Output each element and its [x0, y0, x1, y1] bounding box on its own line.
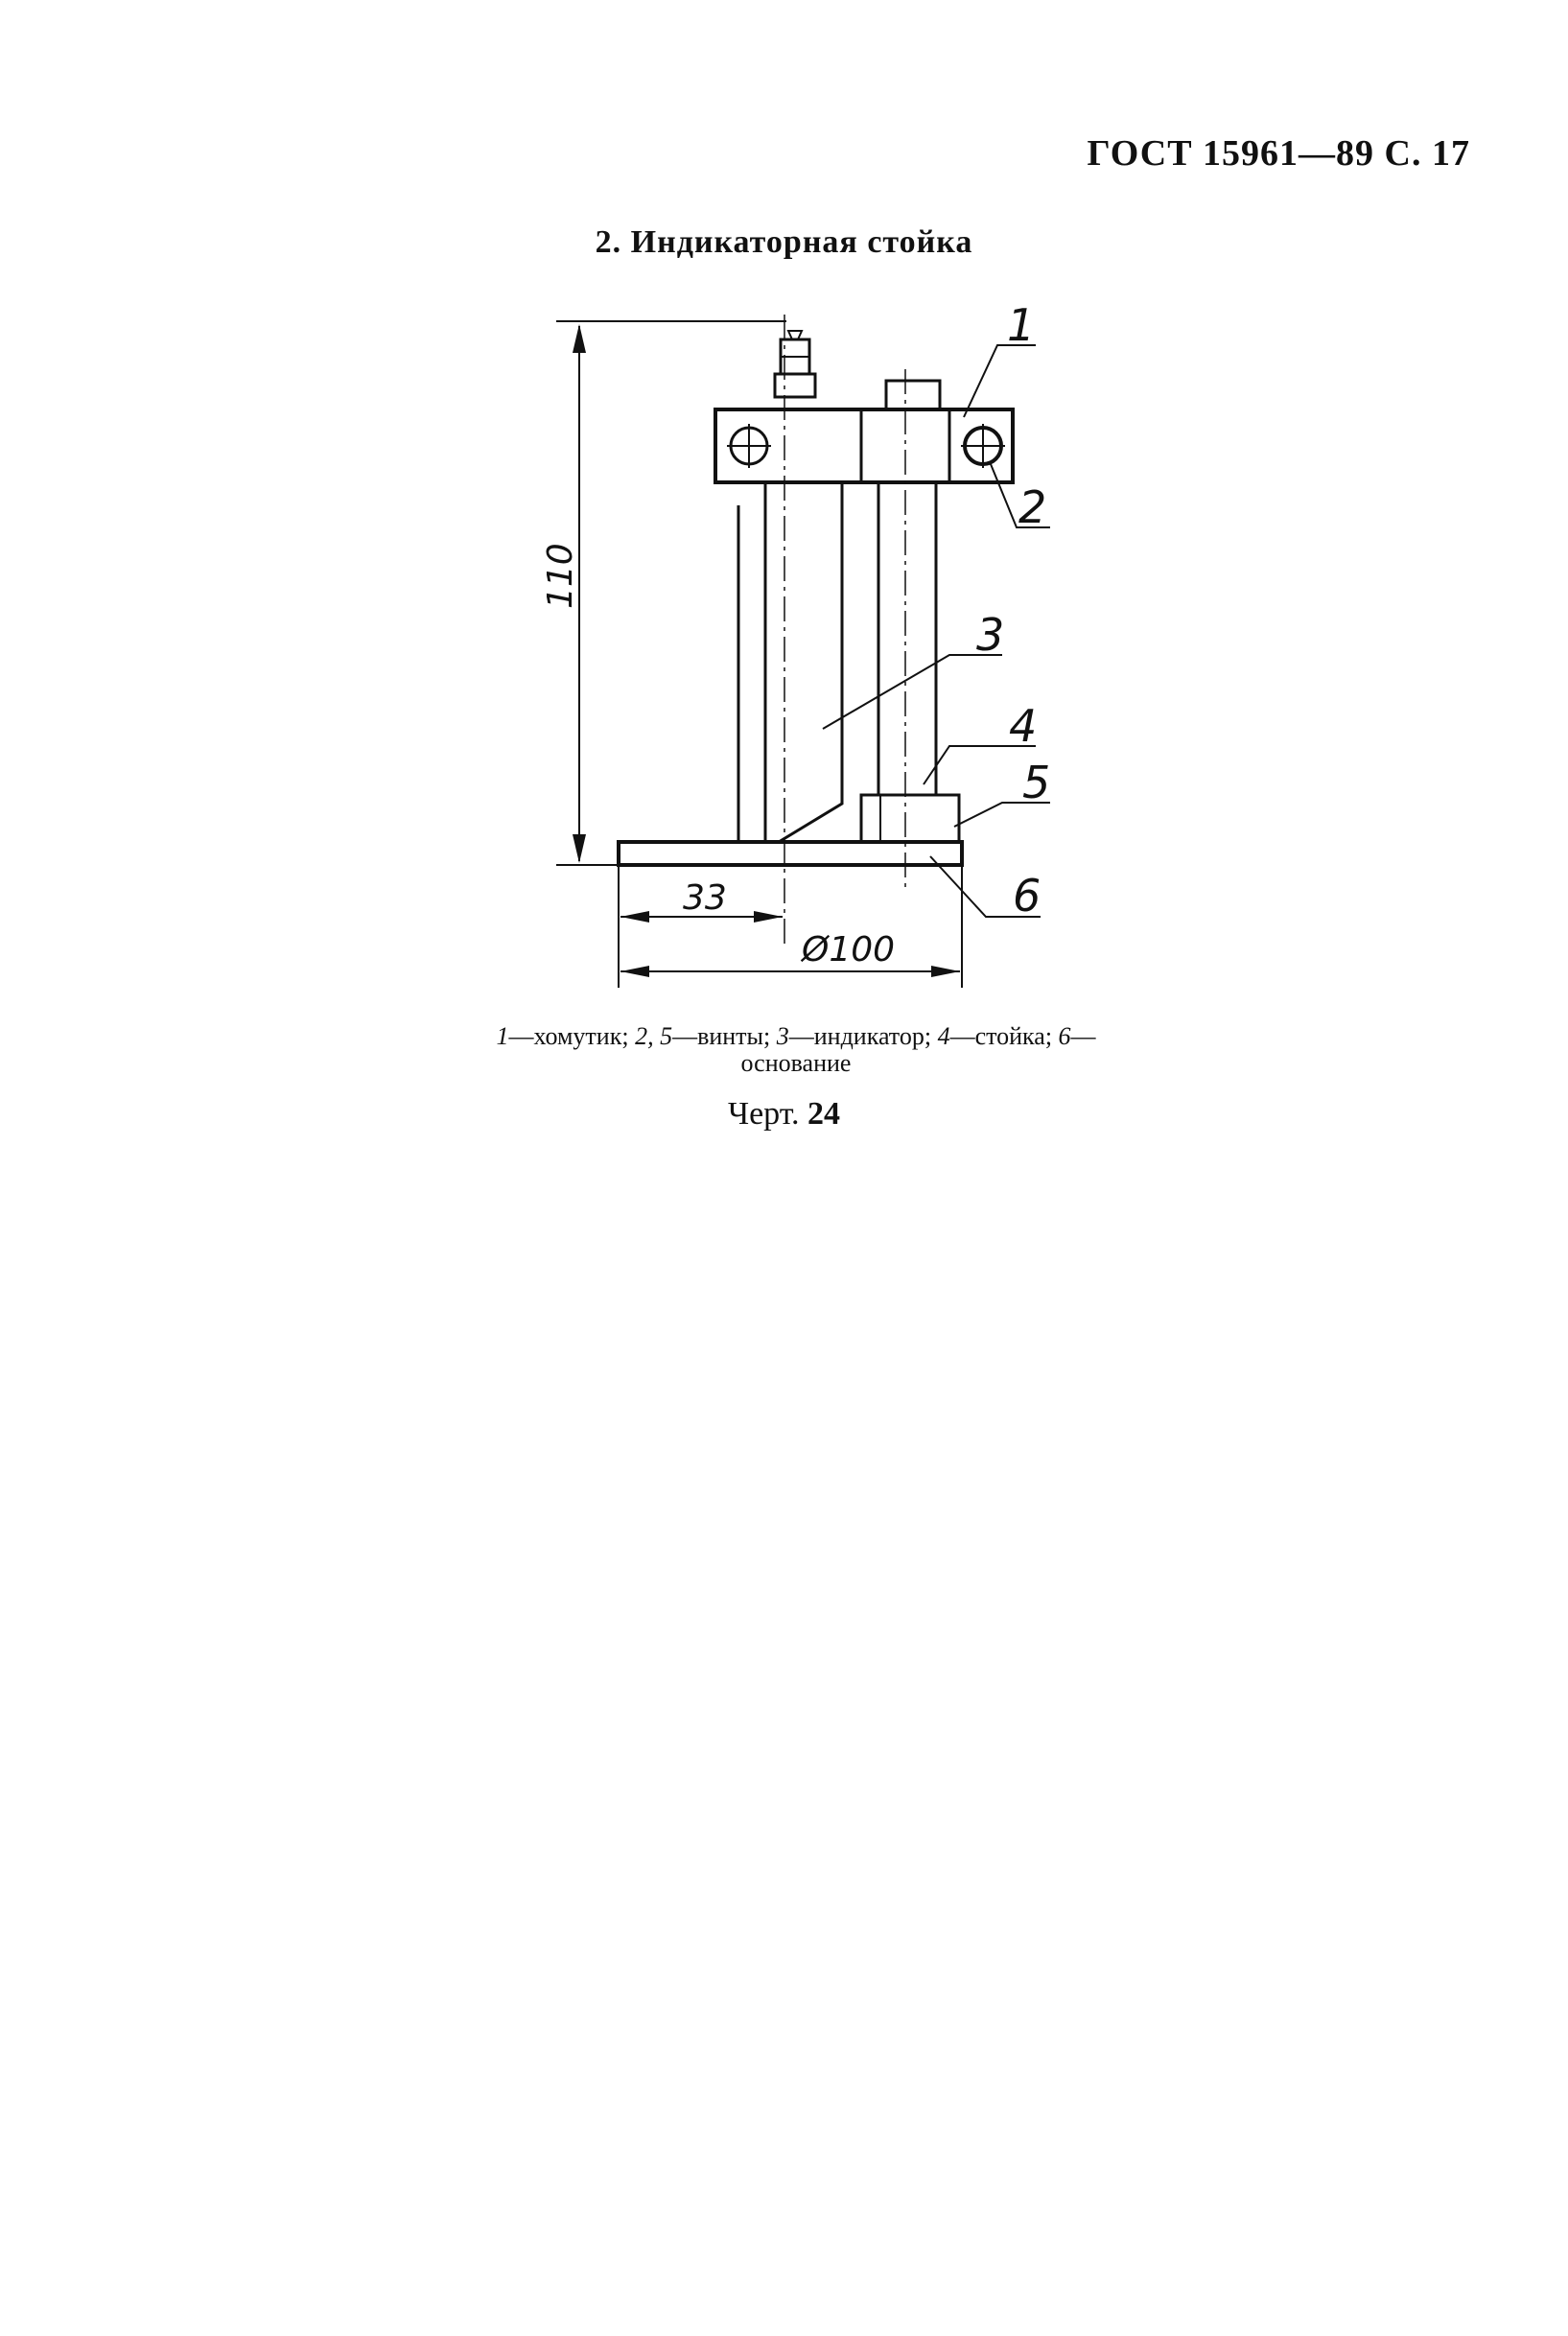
callout-1: 1: [1007, 299, 1036, 351]
callout-6: 6: [1013, 870, 1041, 922]
section-title: 2. Индикаторная стойка: [595, 224, 973, 260]
arrow-up: [573, 324, 586, 353]
dim-height-text: 110: [541, 543, 580, 609]
drawing-legend: [364, 1023, 1228, 1077]
stand-post: [878, 482, 936, 795]
dim-100-arrow-right: [931, 966, 960, 977]
legend-6-num: 6: [1058, 1022, 1071, 1050]
legend-3-text: —индикатор;: [788, 1022, 932, 1050]
figure-label: Черт.: [727, 1096, 800, 1132]
top-screw-cap: [886, 381, 940, 409]
legend-1-text: —хомутик;: [508, 1022, 629, 1050]
indicator-body: [765, 482, 842, 842]
technical-drawing: [518, 297, 1055, 997]
indicator-neck: [775, 374, 815, 397]
screw-5-block: [861, 795, 959, 842]
leader-4: [924, 746, 1036, 784]
standard-header: ГОСТ 15961—89 С. 17: [1087, 133, 1470, 174]
figure-number: 24: [807, 1096, 841, 1132]
base-plate: [619, 842, 962, 865]
figure-caption: [0, 1096, 1568, 1133]
legend-1-num: 1: [496, 1022, 509, 1050]
legend-4-text: —стойка;: [949, 1022, 1053, 1050]
callout-4: 4: [1009, 700, 1038, 752]
dim-100-arrow-left: [620, 966, 649, 977]
dim-33-arrow-left: [620, 911, 649, 923]
dim-33-arrow-right: [754, 911, 783, 923]
leader-1: [964, 345, 1036, 417]
leader-3: [823, 655, 1002, 729]
callout-3: 3: [976, 609, 1005, 661]
legend-6-continuation: основание: [740, 1049, 852, 1077]
callout-5: 5: [1022, 757, 1051, 808]
dim-offset-text: 33: [683, 878, 727, 918]
legend-25-text: —винты;: [672, 1022, 771, 1050]
legend-6-text: —: [1070, 1022, 1096, 1050]
callout-2: 2: [1018, 481, 1047, 533]
left-post: [738, 497, 765, 842]
dim-diameter-text: Ø100: [802, 930, 896, 969]
legend-25-num: 2, 5: [635, 1022, 673, 1050]
legend-4-num: 4: [937, 1022, 950, 1050]
legend-3-num: 3: [776, 1022, 789, 1050]
arrow-down: [573, 834, 586, 863]
